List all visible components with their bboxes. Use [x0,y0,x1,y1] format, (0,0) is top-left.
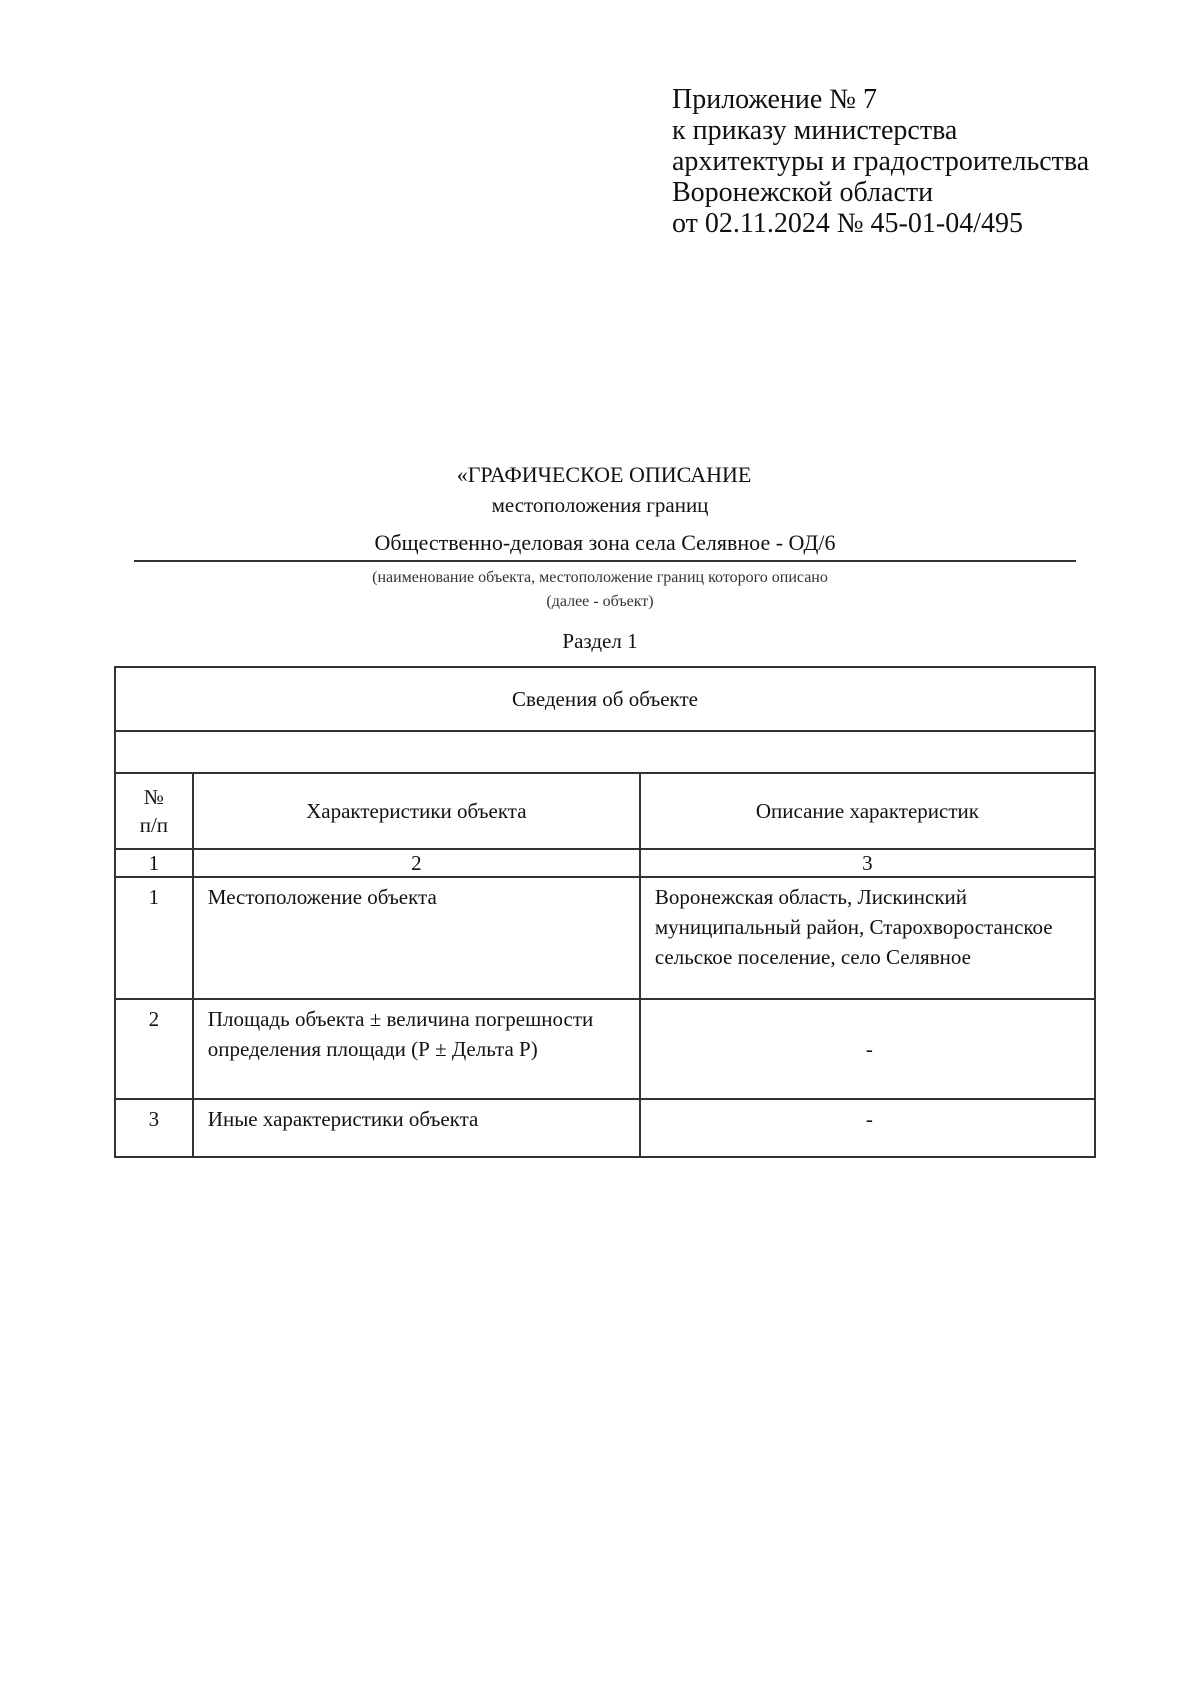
column-header-characteristic: Характеристики объекта [193,773,640,849]
column-number-row [115,849,1095,877]
table-row [115,999,1095,1099]
document-subtitle: местоположения границ [491,493,709,517]
column-header-description: Описание характеристик [640,773,1095,849]
row-number: 1 [115,877,193,999]
row-description: - [640,999,1095,1099]
empty-cell [115,731,1095,773]
row-characteristic: Местоположение объекта [193,877,640,999]
object-name: Общественно-деловая зона села Селявное - ОД/6 [134,528,1076,562]
title-block [0,460,1200,520]
appendix-line: к приказу министерства [672,115,958,146]
column-header-number-label: № п/п [139,785,169,837]
row-number: 2 [115,999,193,1099]
table-empty-row [115,731,1095,773]
table-row [115,1099,1095,1157]
appendix-block [672,84,1089,239]
row-characteristic: Иные характеристики объекта [193,1099,640,1157]
row-description: - [640,1099,1095,1157]
document-title: «ГРАФИЧЕСКОЕ ОПИСАНИЕ [456,462,752,487]
object-info-table [114,666,1096,1158]
column-number: 2 [193,849,640,877]
appendix-line: архитектуры и градостроительства [672,146,1090,177]
section-label: Раздел 1 [562,629,638,653]
table-caption-row [115,667,1095,731]
column-header-number [115,773,193,849]
table-header-row [115,773,1095,849]
table-row [115,877,1095,999]
row-description: Воронежская область, Лискинский муниципальный район, Старохворостанское сельское поселение, село Селявное [640,877,1095,999]
table-caption: Сведения об объекте [115,667,1095,731]
object-name-note [0,566,1200,614]
appendix-line: от 02.11.2024 № 45-01-04/495 [672,208,1023,239]
column-number: 3 [640,849,1095,877]
note-line: (далее - объект) [546,593,654,610]
appendix-line: Воронежской области [672,177,934,208]
appendix-line: Приложение № 7 [672,84,877,115]
note-line: (наименование объекта, местоположение границ которого описано [372,569,828,586]
row-number: 3 [115,1099,193,1157]
row-characteristic: Площадь объекта ± величина погрешности определения площади (Р ± Дельта Р) [193,999,640,1099]
column-number: 1 [115,849,193,877]
